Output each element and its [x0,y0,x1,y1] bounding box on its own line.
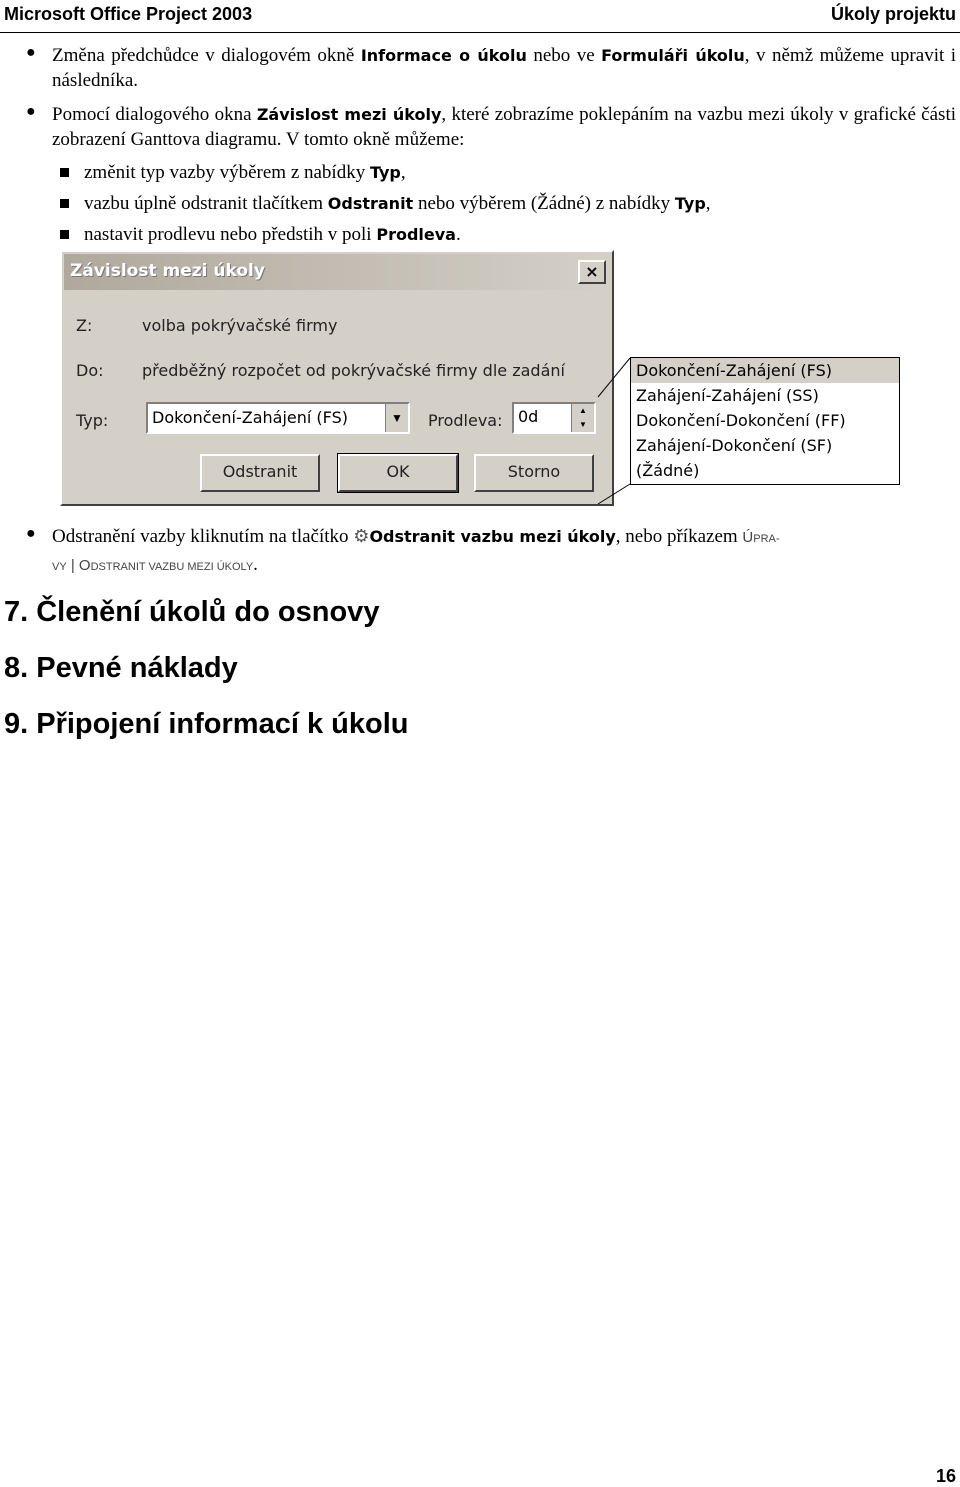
dialog-title: Závislost mezi úkoly [70,261,265,281]
type-select-value: Dokončení-Zahájení (FS) [152,408,348,427]
page-header [0,0,960,33]
type-select[interactable] [146,402,410,434]
text: , které zobrazíme poklepáním na vazbu mezi úkoly v grafické části zobrazení Ganttova diagramu. V tomto okně můžeme: [52,104,956,150]
heading-8: 8. Pevné náklady [4,652,238,684]
term-task-info: Informace o úkolu [360,46,527,65]
heading-9: 9. Připojení informací k úkolu [4,708,409,740]
bullet-dot-icon: ● [26,103,36,120]
cancel-button[interactable]: Storno [474,454,594,492]
type-option[interactable]: Dokončení-Zahájení (FS) [631,358,899,383]
type-label: Typ: [76,411,109,430]
square-bullet-icon [60,230,69,239]
text: nastavit prodlevu nebo předstih v poli [84,224,377,245]
type-option[interactable]: Dokončení-Dokončení (FF) [636,411,846,430]
paragraph-1 [52,43,956,93]
text: Ú [742,529,754,546]
page-number: 16 [935,1466,956,1486]
paragraph-2 [52,102,956,152]
header-section: Úkoly projektu [830,4,956,24]
ok-button[interactable]: OK [338,454,458,492]
text: vazbu úplně odstranit tlačítkem [84,193,328,214]
text: změnit typ vazby výběrem z nabídky [84,162,370,183]
text: DSTRANIT VAZBU MEZI ÚKOLY [90,561,254,573]
dependency-dialog [60,250,614,506]
bullet-dot-icon: ● [26,525,36,542]
term-type: Typ [369,163,401,182]
text: , nebo příkazem [615,526,743,547]
text: PRA- [753,533,780,545]
text: , [705,193,711,214]
header-title: Microsoft Office Project 2003 [4,4,253,24]
text: Pomocí dialogového okna [52,104,257,125]
sub-item-2 [84,191,711,216]
paragraph-3 [52,524,956,580]
text: Odstranění vazby kliknutím na tlačítko [52,526,354,547]
text: . [253,554,258,575]
term-remove: Odstranit [327,194,414,213]
text: Změna předchůdce v dialogovém okně [52,45,361,66]
square-bullet-icon [60,199,69,208]
text: O [78,557,91,574]
term-dependency-dialog: Závislost mezi úkoly [256,105,442,124]
term-remove-link: Odstranit vazbu mezi úkoly [369,527,616,546]
lag-value: 0d [518,407,539,426]
to-label: Do: [76,361,104,380]
term-lag: Prodleva [376,225,456,244]
to-value: předběžný rozpočet od pokrývačské firmy dle zadání [142,361,565,380]
sub-item-3 [84,222,461,247]
square-bullet-icon [60,168,69,177]
close-button[interactable]: × [578,260,606,284]
dialog-titlebar [64,254,610,290]
text: , v němž můžeme upravit i následníka. [52,45,957,91]
lag-label: Prodleva: [428,411,503,430]
from-value: volba pokrývačské firmy [142,316,338,335]
unlink-icon: ⚙ [353,526,370,547]
text: nebo ve [526,45,602,66]
type-dropdown-list [630,357,900,485]
text: nebo výběrem (Žádné) z nabídky [413,193,675,214]
text: | [66,557,79,574]
heading-7: 7. Členění úkolů do osnovy [4,596,380,628]
callout-lines [596,357,632,505]
bullet-dot-icon: ● [26,44,36,61]
chevron-down-icon[interactable]: ▼ [385,404,408,432]
sub-item-1 [84,160,406,185]
remove-button[interactable]: Odstranit [200,454,320,492]
text: , [400,162,406,183]
text: . [455,224,461,245]
type-option[interactable]: (Žádné) [636,461,700,480]
type-option[interactable]: Zahájení-Zahájení (SS) [636,386,819,405]
term-task-form: Formuláři úkolu [601,46,745,65]
from-label: Z: [76,316,93,335]
lag-stepper[interactable] [512,402,596,434]
term-type: Typ [674,194,706,213]
text: VY [52,561,67,573]
type-option[interactable]: Zahájení-Dokončení (SF) [636,436,833,455]
spin-arrows-icon[interactable]: ▲ ▼ [571,404,594,432]
